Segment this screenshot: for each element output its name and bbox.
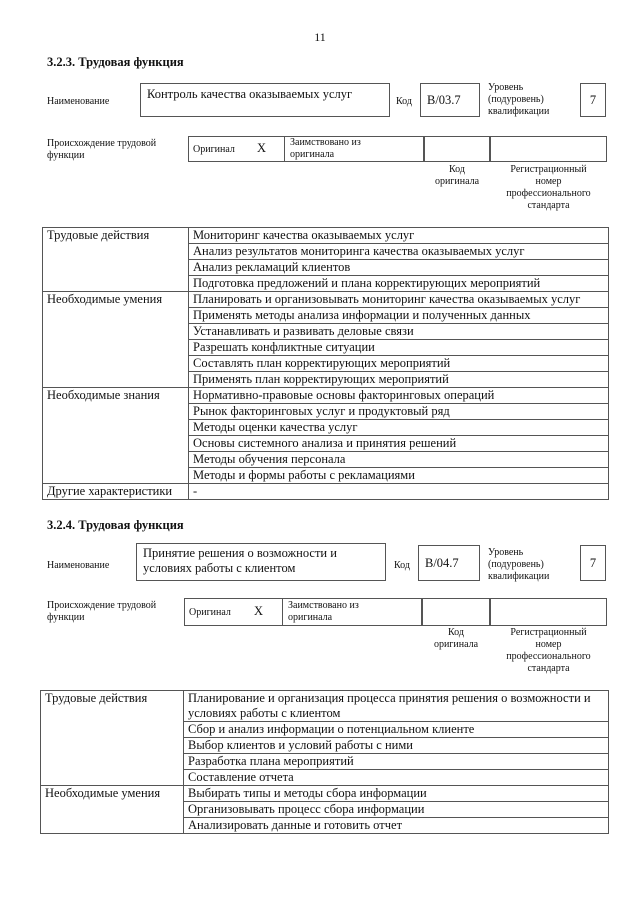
name-label: Наименование bbox=[47, 96, 110, 107]
borrowed-label: Заимствовано из оригинала bbox=[288, 600, 359, 623]
list-item: Методы оценки качества услуг bbox=[189, 420, 609, 436]
list-item: Подготовка предложений и плана корректирующих мероприятий bbox=[189, 276, 609, 292]
list-item: Методы обучения персонала bbox=[189, 452, 609, 468]
list-item: Основы системного анализа и принятия решений bbox=[189, 436, 609, 452]
table-row bbox=[43, 484, 609, 500]
table-row bbox=[41, 691, 609, 722]
level-value: 7 bbox=[589, 556, 597, 570]
divider bbox=[282, 598, 283, 626]
list-item: Организовывать процесс сбора информации bbox=[184, 802, 609, 818]
function-name: Контроль качества оказываемых услуг bbox=[147, 87, 353, 101]
level-label: Уровень (подуровень) квалификации bbox=[488, 547, 550, 582]
level-value: 7 bbox=[589, 93, 597, 107]
function-name-box bbox=[140, 83, 390, 117]
list-item: Методы и формы работы с рекламациями bbox=[189, 468, 609, 484]
function-table bbox=[42, 227, 609, 500]
list-item: Выбор клиентов и условий работы с ними bbox=[184, 738, 609, 754]
code-label: Код bbox=[394, 560, 410, 571]
list-item: Разработка плана мероприятий bbox=[184, 754, 609, 770]
list-item: Планировать и организовывать мониторинг качества оказываемых услуг bbox=[189, 292, 609, 308]
list-item: Выбирать типы и методы сбора информации bbox=[184, 786, 609, 802]
code-original-box bbox=[424, 136, 490, 162]
reg-number-box bbox=[490, 598, 607, 626]
list-item: Сбор и анализ информации о потенциальном клиенте bbox=[184, 722, 609, 738]
list-item: Разрешать конфликтные ситуации bbox=[189, 340, 609, 356]
list-item: Нормативно-правовые основы факторинговых операций bbox=[189, 388, 609, 404]
list-item: Планирование и организация процесса принятия решения о возможности и условиях работы с клиентом bbox=[184, 691, 609, 722]
list-item: Анализ рекламаций клиентов bbox=[189, 260, 609, 276]
function-code: B/03.7 bbox=[427, 93, 461, 107]
list-item: - bbox=[189, 484, 609, 500]
group-label: Трудовые действия bbox=[41, 691, 184, 786]
function-code-box bbox=[420, 83, 480, 117]
list-item: Анализировать данные и готовить отчет bbox=[184, 818, 609, 834]
table-row bbox=[41, 786, 609, 802]
original-mark: X bbox=[254, 604, 264, 618]
group-label: Необходимые умения bbox=[43, 292, 189, 388]
list-item: Анализ результатов мониторинга качества оказываемых услуг bbox=[189, 244, 609, 260]
list-item: Мониторинг качества оказываемых услуг bbox=[189, 228, 609, 244]
reg-number-label: Регистрационный номер профессионального стандарта bbox=[506, 164, 591, 211]
reg-number-label: Регистрационный номер профессионального стандарта bbox=[506, 627, 591, 674]
table-row bbox=[43, 292, 609, 308]
list-item: Применять план корректирующих мероприятий bbox=[189, 372, 609, 388]
name-label: Наименование bbox=[47, 560, 110, 571]
code-original-label: Код оригинала bbox=[433, 627, 479, 650]
code-original-box bbox=[422, 598, 490, 626]
original-label: Оригинал bbox=[189, 607, 231, 618]
list-item: Устанавливать и развивать деловые связи bbox=[189, 324, 609, 340]
origin-label: Происхождение трудовой функции bbox=[47, 600, 157, 623]
reg-number-box bbox=[490, 136, 607, 162]
page-number: 11 bbox=[314, 30, 326, 44]
borrowed-label: Заимствовано из оригинала bbox=[290, 137, 361, 160]
original-mark: X bbox=[257, 141, 267, 155]
list-item: Составление отчета bbox=[184, 770, 609, 786]
original-label: Оригинал bbox=[193, 144, 235, 155]
group-label: Необходимые знания bbox=[43, 388, 189, 484]
group-label: Трудовые действия bbox=[43, 228, 189, 292]
group-label: Другие характеристики bbox=[43, 484, 189, 500]
divider bbox=[284, 136, 285, 162]
list-item: Применять методы анализа информации и полученных данных bbox=[189, 308, 609, 324]
code-label: Код bbox=[396, 96, 412, 107]
function-code: B/04.7 bbox=[425, 556, 459, 570]
level-box bbox=[580, 545, 606, 581]
function-code-box bbox=[418, 545, 480, 581]
origin-label: Происхождение трудовой функции bbox=[47, 138, 157, 161]
table-row bbox=[43, 228, 609, 244]
list-item: Рынок факторинговых услуг и продуктовый ряд bbox=[189, 404, 609, 420]
function-table bbox=[40, 690, 609, 834]
section-title: 3.2.3. Трудовая функция bbox=[47, 55, 184, 69]
section-title: 3.2.4. Трудовая функция bbox=[47, 518, 184, 532]
table-row bbox=[43, 388, 609, 404]
function-name-box bbox=[136, 543, 386, 581]
level-box bbox=[580, 83, 606, 117]
list-item: Составлять план корректирующих мероприятий bbox=[189, 356, 609, 372]
code-original-label: Код оригинала bbox=[434, 164, 480, 187]
function-name: Принятие решения о возможности и условиях работы с клиентом bbox=[143, 546, 337, 575]
level-label: Уровень (подуровень) квалификации bbox=[488, 82, 550, 117]
group-label: Необходимые умения bbox=[41, 786, 184, 834]
